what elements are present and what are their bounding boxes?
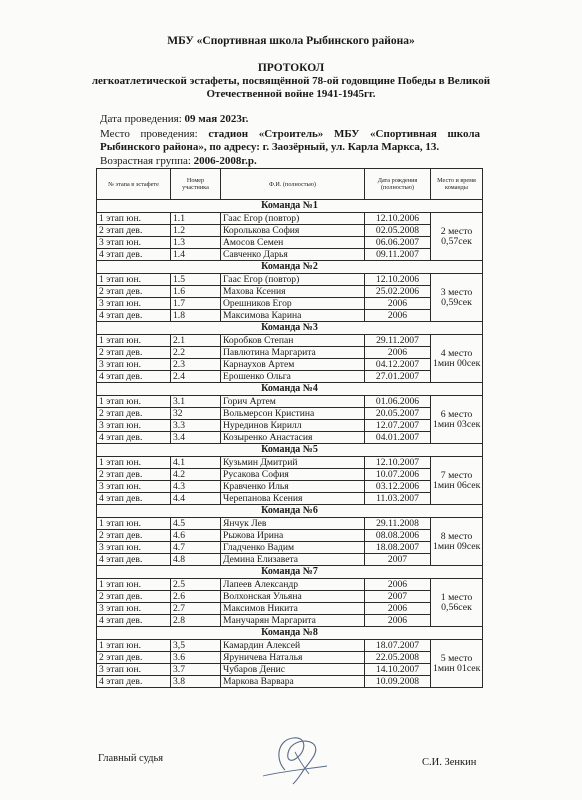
team-time: 0,57сек — [441, 235, 472, 247]
dob-cell: 03.12.2006 — [365, 481, 431, 493]
header-name: Ф.И. (полностью) — [221, 169, 365, 200]
event-date — [100, 113, 480, 126]
stage-cell: 2 этап дев. — [97, 286, 171, 298]
participant-row — [97, 652, 483, 664]
dob-cell: 06.06.2007 — [365, 237, 431, 249]
name-cell: Кузьмин Дмитрий — [221, 457, 365, 469]
team-title: Команда №6 — [97, 505, 483, 518]
team-result-cell — [431, 213, 483, 261]
team-header-row — [97, 322, 483, 335]
number-cell: 4.8 — [171, 554, 221, 566]
stage-cell: 4 этап дев. — [97, 310, 171, 322]
number-cell: 3,5 — [171, 640, 221, 652]
participant-row — [97, 542, 483, 554]
number-cell: 1.7 — [171, 298, 221, 310]
name-cell: Ерошенко Ольга — [221, 371, 365, 383]
participant-row — [97, 408, 483, 420]
document-title: ПРОТОКОЛ — [257, 62, 325, 74]
number-cell: 4.2 — [171, 469, 221, 481]
dob-cell: 18.08.2007 — [365, 542, 431, 554]
dob-cell: 10.07.2006 — [365, 469, 431, 481]
participant-row — [97, 518, 483, 530]
number-cell: 4.5 — [171, 518, 221, 530]
number-cell: 3.6 — [171, 652, 221, 664]
number-cell: 32 — [171, 408, 221, 420]
dob-cell: 04.01.2007 — [365, 432, 431, 444]
name-cell: Русакова София — [221, 469, 365, 481]
participant-row — [97, 286, 483, 298]
date-value: 09 мая 2023г. — [184, 113, 249, 125]
header-dob: Дата рождения (полностью) — [365, 169, 431, 200]
chief-judge-label: Главный судья — [98, 753, 164, 764]
team-title: Команда №8 — [97, 627, 483, 640]
stage-cell: 1 этап юн. — [97, 579, 171, 591]
participant-row — [97, 359, 483, 371]
stage-cell: 3 этап юн. — [97, 359, 171, 371]
name-cell: Максимова Карина — [221, 310, 365, 322]
name-cell: Махова Ксения — [221, 286, 365, 298]
team-place: 1 место — [440, 591, 473, 603]
team-header-row — [97, 383, 483, 396]
stage-cell: 3 этап юн. — [97, 298, 171, 310]
number-cell: 3.4 — [171, 432, 221, 444]
organization-title: МБУ «Спортивная школа Рыбинского района» — [167, 35, 415, 47]
name-cell: Савченко Дарья — [221, 249, 365, 261]
stage-cell: 4 этап дев. — [97, 554, 171, 566]
signature-icon — [255, 730, 335, 786]
participant-row — [97, 396, 483, 408]
number-cell: 1.5 — [171, 274, 221, 286]
dob-cell: 08.08.2006 — [365, 530, 431, 542]
dob-cell: 02.05.2008 — [365, 225, 431, 237]
stage-cell: 1 этап юн. — [97, 457, 171, 469]
team-place: 2 место — [440, 225, 473, 237]
team-result-cell — [431, 335, 483, 383]
team-place: 4 место — [440, 347, 473, 359]
table-header-row — [97, 169, 483, 200]
participant-row — [97, 640, 483, 652]
dob-cell: 29.11.2008 — [365, 518, 431, 530]
header-number: Номер участника — [171, 169, 221, 200]
name-cell: Яруничева Наталья — [221, 652, 365, 664]
number-cell: 2.4 — [171, 371, 221, 383]
participant-row — [97, 347, 483, 359]
stage-cell: 2 этап дев. — [97, 530, 171, 542]
name-cell: Кравченко Илья — [221, 481, 365, 493]
participant-row — [97, 469, 483, 481]
number-cell: 2.1 — [171, 335, 221, 347]
team-header-row — [97, 627, 483, 640]
team-time: 1мин 00сек — [433, 357, 481, 369]
participant-row — [97, 591, 483, 603]
participant-row — [97, 554, 483, 566]
team-header-row — [97, 200, 483, 213]
event-place — [100, 128, 480, 153]
stage-cell: 2 этап дев. — [97, 591, 171, 603]
number-cell: 2.2 — [171, 347, 221, 359]
name-cell: Нурединов Кирилл — [221, 420, 365, 432]
participant-row — [97, 432, 483, 444]
stage-cell: 3 этап юн. — [97, 481, 171, 493]
stage-cell: 3 этап юн. — [97, 542, 171, 554]
team-header-row — [97, 566, 483, 579]
stage-cell: 3 этап юн. — [97, 420, 171, 432]
stage-cell: 1 этап юн. — [97, 518, 171, 530]
name-cell: Коробков Степан — [221, 335, 365, 347]
team-header-row — [97, 505, 483, 518]
stage-cell: 3 этап юн. — [97, 664, 171, 676]
stage-cell: 2 этап дев. — [97, 652, 171, 664]
number-cell: 1.6 — [171, 286, 221, 298]
team-title: Команда №4 — [97, 383, 483, 396]
number-cell: 2.3 — [171, 359, 221, 371]
number-cell: 1.2 — [171, 225, 221, 237]
stage-cell: 4 этап дев. — [97, 371, 171, 383]
team-result-cell — [431, 640, 483, 688]
number-cell: 3.7 — [171, 664, 221, 676]
participant-row — [97, 530, 483, 542]
team-result-cell — [431, 274, 483, 322]
name-cell: Лапеев Александр — [221, 579, 365, 591]
name-cell: Карнаухов Артем — [221, 359, 365, 371]
number-cell: 4.3 — [171, 481, 221, 493]
name-cell: Горич Артем — [221, 396, 365, 408]
team-time: 1мин 09сек — [433, 540, 481, 552]
document-subtitle: легкоатлетической эстафеты, посвящённой 78-ой годовщине Победы в Великой Отечественной войне 1941-1945гг. — [91, 75, 491, 100]
stage-cell: 2 этап дев. — [97, 408, 171, 420]
number-cell: 1.4 — [171, 249, 221, 261]
number-cell: 3.8 — [171, 676, 221, 688]
participant-row — [97, 481, 483, 493]
name-cell: Максимов Никита — [221, 603, 365, 615]
dob-cell: 29.11.2007 — [365, 335, 431, 347]
team-place: 7 место — [440, 469, 473, 481]
dob-cell: 27.01.2007 — [365, 371, 431, 383]
dob-cell: 2007 — [365, 554, 431, 566]
number-cell: 4.1 — [171, 457, 221, 469]
place-value: стадион «Строитель» МБУ «Спортивная школа Рыбинского района», по адресу: г. Заозёрный, ул. Карла Маркса, 13. — [100, 128, 480, 153]
name-cell: Орешников Егор — [221, 298, 365, 310]
dob-cell: 2006 — [365, 603, 431, 615]
team-result-cell — [431, 518, 483, 566]
header-stage: № этапа в эстафете — [97, 169, 171, 200]
number-cell: 1.8 — [171, 310, 221, 322]
participant-row — [97, 225, 483, 237]
name-cell: Рыжова Ирина — [221, 530, 365, 542]
participant-row — [97, 249, 483, 261]
participant-row — [97, 274, 483, 286]
stage-cell: 2 этап дев. — [97, 469, 171, 481]
dob-cell: 2006 — [365, 347, 431, 359]
team-title: Команда №5 — [97, 444, 483, 457]
dob-cell: 11.03.2007 — [365, 493, 431, 505]
team-time: 1мин 03сек — [433, 418, 481, 430]
dob-cell: 09.11.2007 — [365, 249, 431, 261]
dob-cell: 10.09.2008 — [365, 676, 431, 688]
dob-cell: 2006 — [365, 615, 431, 627]
participant-row — [97, 579, 483, 591]
team-place: 8 место — [440, 530, 473, 542]
stage-cell: 4 этап дев. — [97, 676, 171, 688]
name-cell: Чубаров Денис — [221, 664, 365, 676]
number-cell: 4.7 — [171, 542, 221, 554]
number-cell: 2.8 — [171, 615, 221, 627]
number-cell: 4.4 — [171, 493, 221, 505]
name-cell: Черепанова Ксения — [221, 493, 365, 505]
team-result-cell — [431, 579, 483, 627]
dob-cell: 01.06.2006 — [365, 396, 431, 408]
name-cell: Гладченко Вадим — [221, 542, 365, 554]
participant-row — [97, 615, 483, 627]
dob-cell: 12.10.2006 — [365, 274, 431, 286]
number-cell: 2.7 — [171, 603, 221, 615]
chief-judge-name: С.И. Зенкин — [422, 757, 477, 768]
team-place: 6 место — [440, 408, 473, 420]
number-cell: 1.3 — [171, 237, 221, 249]
participant-row — [97, 371, 483, 383]
dob-cell: 2006 — [365, 579, 431, 591]
name-cell: Козыренко Анастасия — [221, 432, 365, 444]
team-result-cell — [431, 457, 483, 505]
number-cell: 2.6 — [171, 591, 221, 603]
team-time: 1мин 06сек — [433, 479, 481, 491]
age-label: Возрастная группа: — [100, 155, 194, 167]
date-label: Дата проведения: — [100, 113, 185, 125]
dob-cell: 14.10.2007 — [365, 664, 431, 676]
team-title: Команда №3 — [97, 322, 483, 335]
number-cell: 3.3 — [171, 420, 221, 432]
participant-row — [97, 676, 483, 688]
name-cell: Демина Елизавета — [221, 554, 365, 566]
dob-cell: 12.07.2007 — [365, 420, 431, 432]
stage-cell: 4 этап дев. — [97, 493, 171, 505]
team-time: 0,56сек — [441, 601, 472, 613]
dob-cell: 25.02.2006 — [365, 286, 431, 298]
dob-cell: 20.05.2007 — [365, 408, 431, 420]
team-time: 0,59сек — [441, 296, 472, 308]
name-cell: Маркова Варвара — [221, 676, 365, 688]
results-table — [96, 168, 483, 688]
stage-cell: 3 этап юн. — [97, 237, 171, 249]
name-cell: Гаас Егор (повтор) — [221, 213, 365, 225]
stage-cell: 4 этап дев. — [97, 615, 171, 627]
stage-cell: 2 этап дев. — [97, 347, 171, 359]
table-body — [97, 200, 483, 688]
stage-cell: 1 этап юн. — [97, 640, 171, 652]
team-title: Команда №2 — [97, 261, 483, 274]
dob-cell: 04.12.2007 — [365, 359, 431, 371]
team-time: 1мин 01сек — [433, 662, 481, 674]
participant-row — [97, 237, 483, 249]
participant-row — [97, 457, 483, 469]
dob-cell: 12.10.2006 — [365, 213, 431, 225]
participant-row — [97, 298, 483, 310]
participant-row — [97, 603, 483, 615]
age-value: 2006-2008г.р. — [193, 155, 257, 167]
number-cell: 1.1 — [171, 213, 221, 225]
team-header-row — [97, 444, 483, 457]
number-cell: 2.5 — [171, 579, 221, 591]
dob-cell: 22.05.2008 — [365, 652, 431, 664]
participant-row — [97, 493, 483, 505]
name-cell: Амосов Семен — [221, 237, 365, 249]
stage-cell: 2 этап дев. — [97, 225, 171, 237]
dob-cell: 12.10.2007 — [365, 457, 431, 469]
number-cell: 3.1 — [171, 396, 221, 408]
header-place: Место и время команды — [431, 169, 483, 200]
name-cell: Камардин Алексей — [221, 640, 365, 652]
name-cell: Вольмерсон Кристина — [221, 408, 365, 420]
dob-cell: 2006 — [365, 310, 431, 322]
age-group — [100, 155, 480, 168]
team-place: 3 место — [440, 286, 473, 298]
stage-cell: 1 этап юн. — [97, 335, 171, 347]
team-title: Команда №1 — [97, 200, 483, 213]
name-cell: Павлютина Маргарита — [221, 347, 365, 359]
name-cell: Волхонская Ульяна — [221, 591, 365, 603]
stage-cell: 4 этап дев. — [97, 432, 171, 444]
team-title: Команда №7 — [97, 566, 483, 579]
number-cell: 4.6 — [171, 530, 221, 542]
name-cell: Гаас Егор (повтор) — [221, 274, 365, 286]
dob-cell: 2007 — [365, 591, 431, 603]
name-cell: Королькова София — [221, 225, 365, 237]
team-place: 5 место — [440, 652, 473, 664]
stage-cell: 1 этап юн. — [97, 396, 171, 408]
name-cell: Янчук Лев — [221, 518, 365, 530]
stage-cell: 1 этап юн. — [97, 274, 171, 286]
stage-cell: 3 этап юн. — [97, 603, 171, 615]
team-header-row — [97, 261, 483, 274]
place-label: Место проведения: — [100, 128, 209, 140]
dob-cell: 18.07.2007 — [365, 640, 431, 652]
stage-cell: 4 этап дев. — [97, 249, 171, 261]
team-result-cell — [431, 396, 483, 444]
stage-cell: 1 этап юн. — [97, 213, 171, 225]
participant-row — [97, 335, 483, 347]
participant-row — [97, 213, 483, 225]
participant-row — [97, 420, 483, 432]
participant-row — [97, 310, 483, 322]
participant-row — [97, 664, 483, 676]
name-cell: Манучарян Маргарита — [221, 615, 365, 627]
dob-cell: 2006 — [365, 298, 431, 310]
